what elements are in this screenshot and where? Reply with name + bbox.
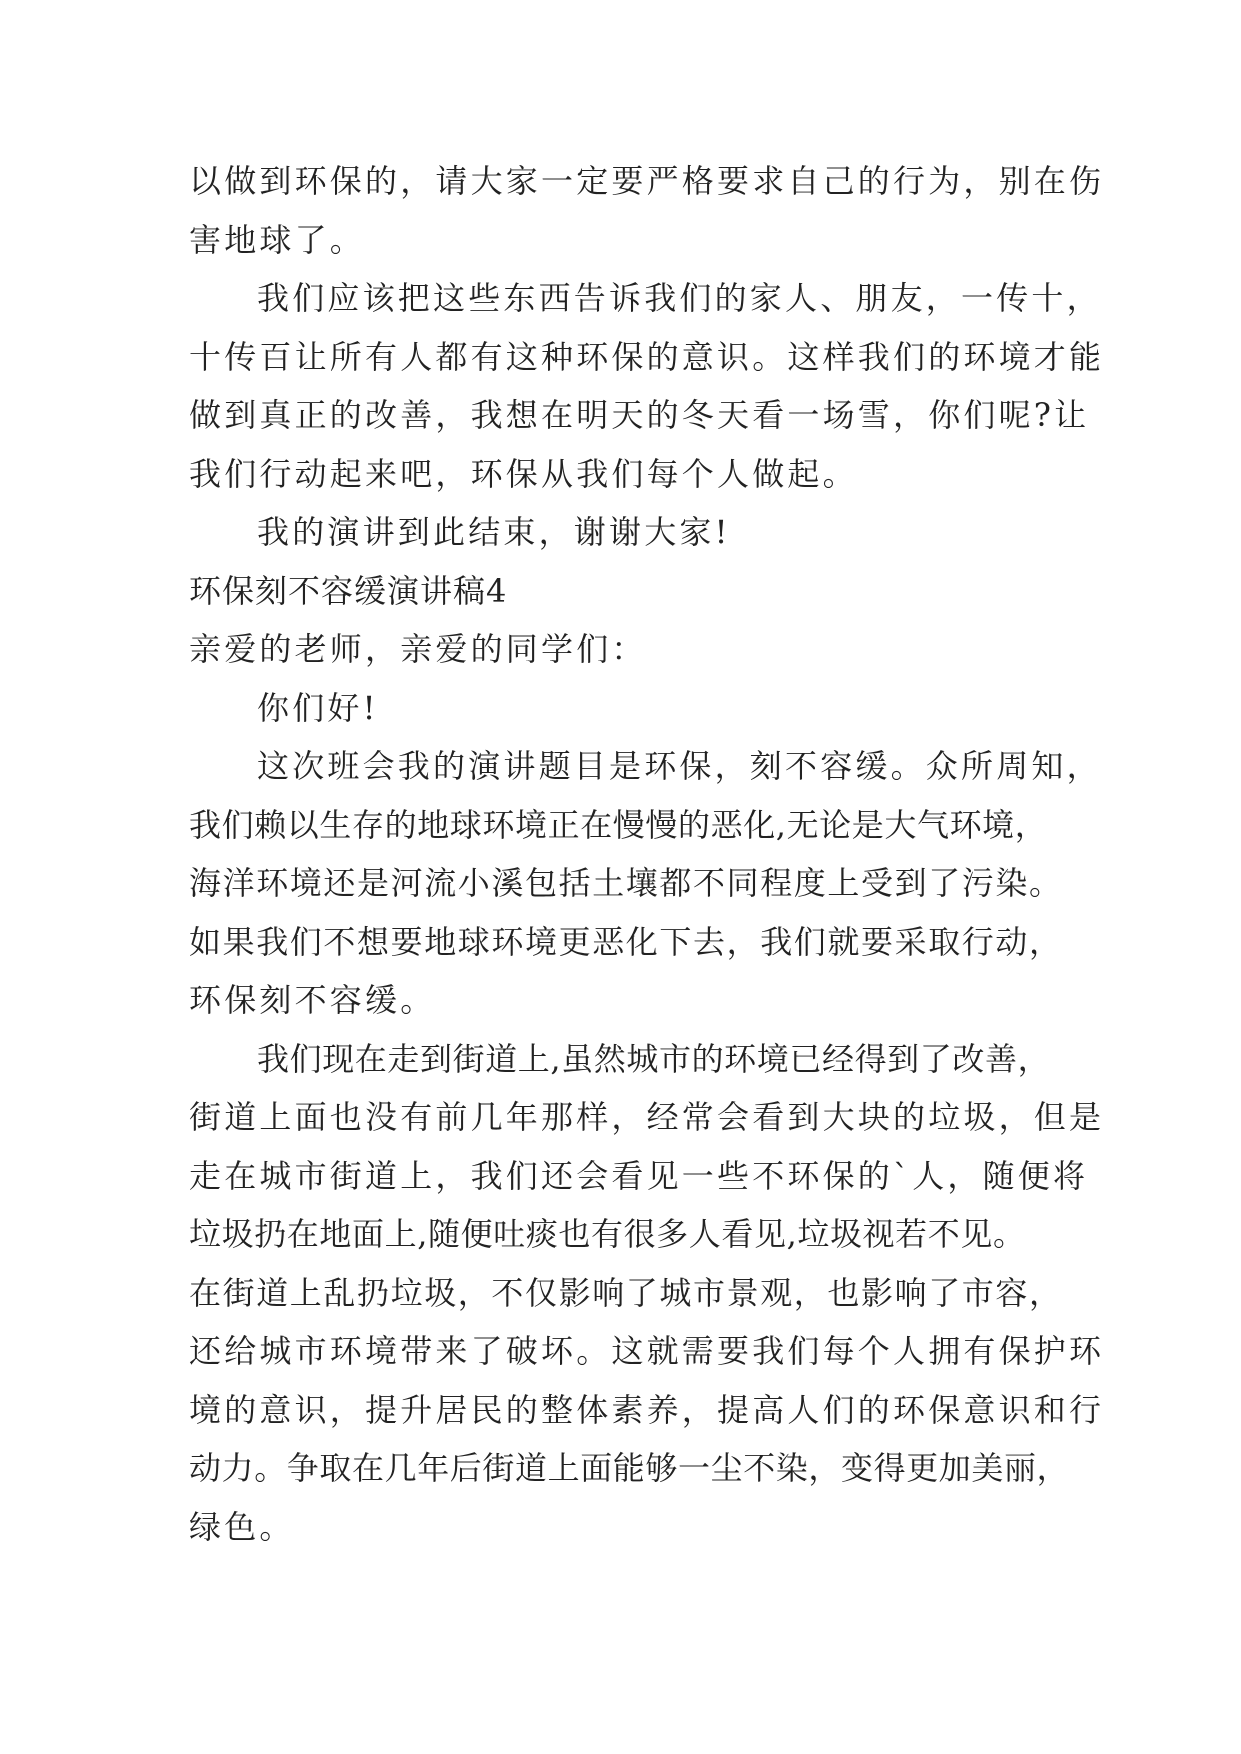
text-line: 垃圾扔在地面上,随便吐痰也有很多人看见,垃圾视若不见。 [189, 1215, 1026, 1253]
closing-line: 我的演讲到此结束，谢谢大家! [257, 513, 731, 551]
section-heading: 环保刻不容缓演讲稿4 [189, 571, 508, 610]
text-line: 做到真正的改善，我想在明天的冬天看一场雪，你们呢?让 [189, 396, 1090, 434]
text-line: 害地球了。 [189, 220, 366, 259]
text-line: 动力。争取在几年后街道上面能够一尘不染，变得更加美丽， [189, 1449, 1070, 1487]
text-line: 在街道上乱扔垃圾，不仅影响了城市景观，也影响了市容， [189, 1273, 1063, 1312]
paragraph-start-line: 我们现在走到街道上,虽然城市的环境已经得到了改善， [257, 1039, 1051, 1078]
text-line: 如果我们不想要地球环境更恶化下去，我们就要采取行动， [189, 922, 1063, 961]
text-line: 走在城市街道上，我们还会看见一些不环保的`人，随便将 [189, 1156, 1089, 1195]
paragraph-start-line: 我们应该把这些东西告诉我们的家人、朋友，一传十， [257, 279, 1102, 317]
text-line: 我们赖以生存的地球环境正在慢慢的恶化,无论是大气环境， [189, 805, 1048, 844]
text-line: 海洋环境还是河流小溪包括土壤都不同程度上受到了污染。 [189, 864, 1063, 902]
text-line: 环保刻不容缓。 [189, 981, 436, 1019]
greeting-line: 你们好! [257, 688, 379, 727]
text-line: 我们行动起来吧，环保从我们每个人做起。 [189, 454, 858, 493]
paragraph-start-line: 这次班会我的演讲题目是环保，刻不容缓。众所周知， [257, 747, 1102, 785]
text-line: 街道上面也没有前几年那样，经常会看到大块的垃圾，但是 [189, 1098, 1105, 1136]
text-line: 还给城市环境带来了破坏。这就需要我们每个人拥有保护环 [189, 1332, 1105, 1370]
text-line: 十传百让所有人都有这种环保的意识。这样我们的环境才能 [189, 337, 1105, 376]
text-line: 境的意识，提升居民的整体素养，提高人们的环保意识和行 [189, 1390, 1105, 1429]
salutation-line: 亲爱的老师，亲爱的同学们： [189, 630, 647, 668]
text-line: 绿色。 [189, 1507, 295, 1546]
text-line: 以做到环保的，请大家一定要严格要求自己的行为，别在伤 [189, 162, 1105, 200]
document-body [189, 152, 1105, 1556]
